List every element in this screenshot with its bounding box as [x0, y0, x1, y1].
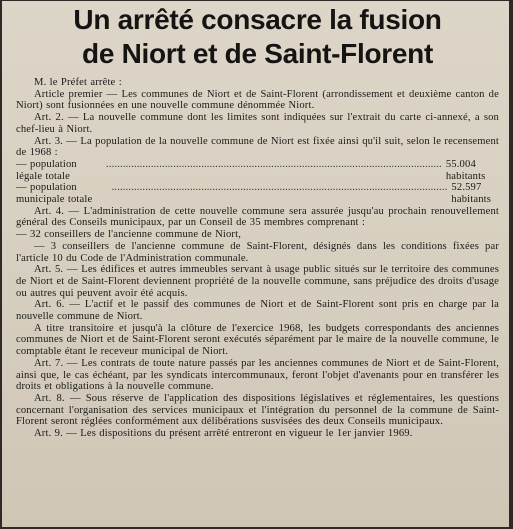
article-2-text: — La nouvelle commune dont les limites sont indiquées sur l'extrait du carte ci-annexé, a son chef-lieu à Niort.	[16, 112, 499, 135]
population-legal-value: 55.004 habitants	[445, 158, 486, 182]
article-9-text: — Les dispositions du présent arrêté entreront en vigueur le 1er janvier 1969.	[62, 428, 413, 440]
article-4-item-2: — 3 conseillers de l'ancienne commune de Saint-Florent, désignés dans les conditions fixées par l'article 10 du Code de l'Administration communale.	[16, 240, 499, 264]
article-1-text: — Les communes de Niort et de Saint-Florent (arrondissement et deuxième canton de Niort) sont fusionnées en une nouvelle commune dénommée Niort.	[16, 88, 499, 112]
article-1	[16, 89, 499, 112]
article-3	[16, 136, 499, 159]
article-8	[16, 393, 499, 428]
dot-leader: ........................................................................................................................	[111, 182, 448, 194]
population-row-legal	[16, 159, 499, 182]
population-municipal-value: 52.597 habitants	[451, 182, 492, 206]
article-4-label: Art. 4.	[34, 205, 65, 217]
article-4-text: — L'administration de cette nouvelle commune sera assurée jusqu'au prochain renouvellement général des Conseils municipaux, par un Conseil de 35 membres comprenant :	[16, 205, 499, 229]
article-6-text: — L'actif et le passif des communes de Niort et de Saint-Florent sont pris en charge par la nouvelle commune de Niort.	[16, 299, 499, 323]
population-legal-label: — population légale totale	[16, 158, 77, 182]
article-6-paragraph-2: A titre transitoire et jusqu'à la clôture de l'exercice 1968, les budgets correspondants des anciennes communes de Niort et de Saint-Florent seront exécutés séparément par le maire de la nouvelle commune, le comptable étant le receveur municipal de Niort.	[16, 322, 499, 358]
article-7-text: — Les contrats de toute nature passés par les anciennes communes de Niort et de Saint-Florent, ainsi que, le cas échéant, par les syndicats intercommunaux, feront l'objet d'avenants pour en transférer les droits et obligations à la nouvelle commune.	[16, 357, 499, 393]
article-5-text: — Les édifices et autres immeubles servant à usage public situés sur le territoire des communes de Niort et de Saint-Florent deviennent propriété de la nouvelle commune, sans préjudice des droits d'usage ou autres qui peuvent avoir été acquis.	[16, 264, 499, 299]
intro-line: M. le Préfet arrête :	[34, 77, 122, 88]
article-4-item-1: — 32 conseillers de l'ancienne commune de Niort,	[16, 229, 242, 241]
article-7-label: Art. 7.	[34, 357, 64, 369]
population-municipal-label: — population municipale totale	[16, 182, 93, 206]
article-8-text: — Sous réserve de l'application des dispositions législatives et réglementaires, les questions concernant l'organisation des services municipaux et l'intégration du personnel de la commune de Saint-Florent seront réglées conformément aux délibérations susvisées des deux Conseils municipaux.	[16, 392, 500, 428]
headline	[16, 3, 499, 71]
article-8-label: Art. 8.	[34, 392, 65, 404]
article-body	[16, 77, 499, 440]
article-6-label: Art. 6.	[34, 299, 65, 311]
article-3-label: Art. 3.	[34, 135, 63, 147]
article-4	[16, 206, 499, 229]
article-2-label: Art. 2.	[34, 112, 64, 124]
article-7	[16, 358, 499, 393]
dot-leader: ........................................................................................................................	[106, 158, 442, 170]
article-2	[16, 112, 499, 135]
article-1-label: Article premier	[34, 88, 103, 100]
newspaper-clipping	[2, 1, 509, 527]
article-9	[16, 428, 499, 440]
article-6	[16, 299, 499, 322]
article-5-label: Art. 5.	[34, 264, 64, 276]
headline-line-1: Un arrêté consacre la fusion	[73, 4, 442, 35]
population-row-municipal	[16, 182, 499, 205]
article-5	[16, 264, 499, 299]
headline-line-2: de Niort et de Saint-Florent	[82, 38, 433, 69]
article-3-text: — La population de la nouvelle commune de Niort est fixée ainsi qu'il suit, selon le recensement de 1968 :	[16, 135, 499, 159]
article-9-label: Art. 9.	[34, 428, 63, 440]
